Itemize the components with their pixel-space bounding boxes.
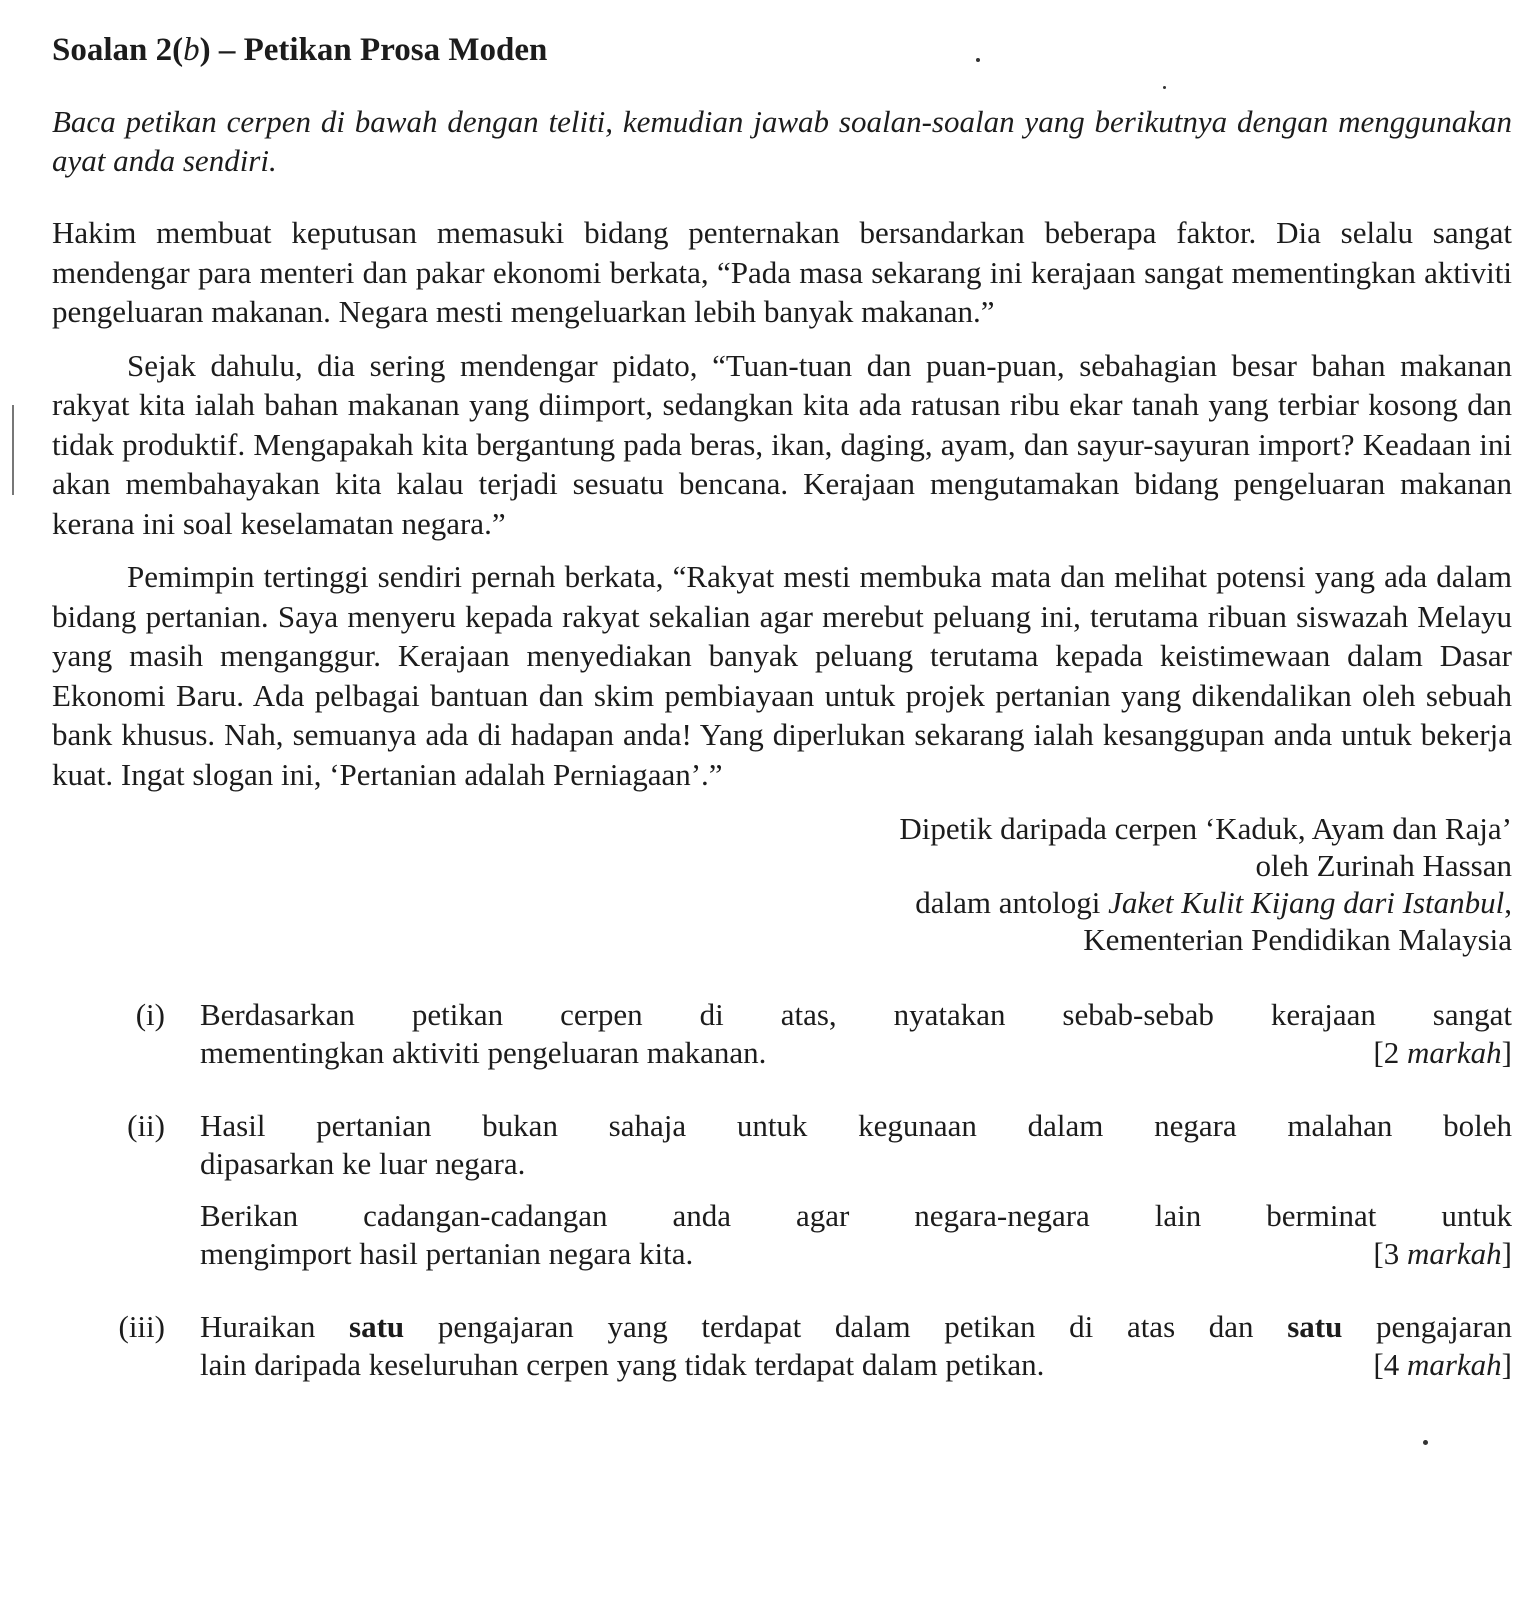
story-passage bbox=[52, 213, 1512, 794]
question-item-iii bbox=[52, 1308, 1512, 1384]
question-line: Huraikan satu pengajaran yang terdapat dalam petikan di atas dan satu pengajaran bbox=[200, 1309, 1512, 1344]
question-item-i bbox=[52, 996, 1512, 1072]
question-line: lain daripada keseluruhan cerpen yang tidak terdapat dalam petikan. bbox=[200, 1347, 1045, 1382]
question-item-ii bbox=[52, 1107, 1512, 1273]
question-body bbox=[200, 1308, 1512, 1384]
citation-line-1: Dipetik daripada cerpen ‘Kaduk, Ayam dan Raja’ bbox=[899, 811, 1512, 846]
question-heading: Soalan 2(b) – Petikan Prosa Moden bbox=[52, 32, 548, 68]
exam-page bbox=[52, 28, 1512, 1419]
question-line: dipasarkan ke luar negara. bbox=[200, 1146, 526, 1181]
question-number: (ii) bbox=[127, 1108, 165, 1143]
scan-speck bbox=[1163, 86, 1166, 89]
scan-speck bbox=[12, 405, 14, 495]
marks-label: [2 markah] bbox=[1373, 1035, 1512, 1070]
question-line: Berdasarkan petikan cerpen di atas, nyatakan sebab-sebab kerajaan sangat bbox=[200, 997, 1512, 1032]
question-body bbox=[200, 996, 1512, 1072]
scan-speck bbox=[1423, 1440, 1428, 1445]
question-line: Hasil pertanian bukan sahaja untuk kegunaan dalam negara malahan boleh bbox=[200, 1108, 1512, 1143]
question-line: mementingkan aktiviti pengeluaran makanan. bbox=[200, 1035, 767, 1070]
question-line: Berikan cadangan-cadangan anda agar negara-negara lain berminat untuk bbox=[200, 1198, 1512, 1233]
scan-speck bbox=[976, 58, 980, 62]
question-number: (iii) bbox=[118, 1309, 165, 1344]
passage-paragraph-2: Sejak dahulu, dia sering mendengar pidato, “Tuan-tuan dan puan-puan, sebahagian besar bahan makanan rakyat kita ialah bahan makanan yang diimport, sedangkan kita ada ratusan ribu ekar tanah yang terbiar kosong dan tidak produktif. Mengapakah kita bergantung pada beras, ikan, daging, ayam, dan sayur-sayuran import? Keadaan ini akan membahayakan kita kalau terjadi sesuatu bencana. Kerajaan mengutamakan bidang pengeluaran makanan kerana ini soal keselamatan negara.” bbox=[52, 347, 1512, 541]
question-list bbox=[52, 996, 1512, 1384]
question-number: (i) bbox=[135, 997, 165, 1032]
source-citation bbox=[52, 810, 1512, 958]
instruction-text: Baca petikan cerpen di bawah dengan teliti, kemudian jawab soalan-soalan yang berikutnya dengan menggunakan ayat anda sendiri. bbox=[52, 104, 1512, 178]
question-line: mengimport hasil pertanian negara kita. bbox=[200, 1236, 694, 1271]
question-body bbox=[200, 1107, 1512, 1273]
passage-paragraph-3: Pemimpin tertinggi sendiri pernah berkata, “Rakyat mesti membuka mata dan melihat potensi yang ada dalam bidang pertanian. Saya menyeru kepada rakyat sekalian agar merebut peluang ini, terutama ribuan siswazah Melayu yang masih menganggur. Kerajaan menyediakan banyak peluang terutama kepada keistimewaan dalam Dasar Ekonomi Baru. Ada pelbagai bantuan dan skim pembiayaan untuk projek pertanian yang dikendalikan oleh sebuah bank khusus. Nah, semuanya ada di hadapan anda! Yang diperlukan sekarang ialah kesanggupan anda untuk bekerja kuat. Ingat slogan ini, ‘Pertanian adalah Perniagaan’.” bbox=[52, 559, 1512, 792]
citation-author: oleh Zurinah Hassan bbox=[1255, 848, 1512, 883]
passage-paragraph-1: Hakim membuat keputusan memasuki bidang penternakan bersandarkan beberapa faktor. Dia selalu sangat mendengar para menteri dan pakar ekonomi berkata, “Pada masa sekarang ini kerajaan sangat mementingkan aktiviti pengeluaran makanan. Negara mesti mengeluarkan lebih banyak makanan.” bbox=[52, 215, 1512, 329]
citation-anthology: dalam antologi Jaket Kulit Kijang dari Istanbul, bbox=[915, 885, 1512, 920]
marks-label: [4 markah] bbox=[1373, 1347, 1512, 1382]
marks-label: [3 markah] bbox=[1373, 1236, 1512, 1271]
citation-publisher: Kementerian Pendidikan Malaysia bbox=[1083, 922, 1512, 957]
